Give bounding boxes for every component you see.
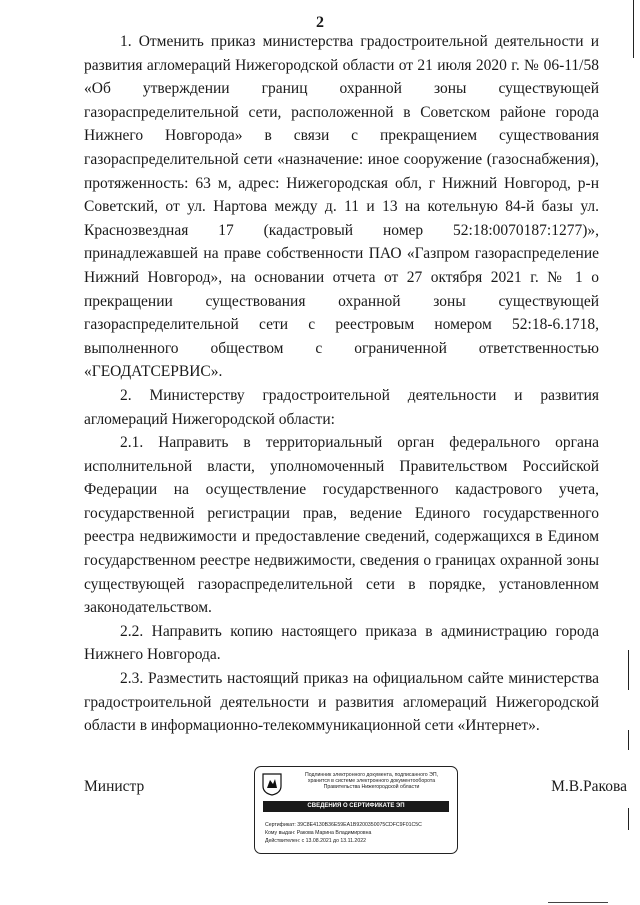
page-number: 2 (316, 14, 324, 31)
document-body (84, 30, 599, 738)
coat-of-arms-icon (262, 773, 282, 796)
scan-edge-mark (628, 730, 629, 750)
scan-edge-mark (633, 0, 634, 58)
paragraph-2: 2. Министерству градостроительной деятельности и развития агломераций Нижегородской области: (84, 386, 599, 428)
stamp-line-2: хранится в системе электронного документооборота (307, 778, 436, 785)
paragraph-2-1: 2.1. Направить в территориальный орган федерального органа исполнительной власти, уполномоченный Правительством Российской Федерации на осуществление государственного кадастрового учета, государственной регистрации прав, ведение Единого государственного реестра недвижимости и предоставление сведений, содержащихся в Едином государственном реестре недвижимости, сведения о границах охранной зоны существующей газораспределительной сети в порядке, установленном законодательством. (84, 434, 599, 617)
stamp-title: СВЕДЕНИЯ О СЕРТИФИКАТЕ ЭП (263, 801, 449, 812)
stamp-line-3: Правительства Нижегородской области (323, 784, 420, 791)
scan-edge-mark (628, 808, 629, 830)
paragraph-2-3: 2.3. Разместить настоящий приказ на официальном сайте министерства градостроительной деятельности и развития агломераций Нижегородской области в информационно-телекоммуникационной сети «Интернет». (84, 670, 599, 735)
paragraph-2-2: 2.2. Направить копию настоящего приказа в администрацию города Нижнего Новгорода. (84, 622, 599, 664)
paragraph-1: 1. Отменить приказ министерства градостроительной деятельности и развития агломераций Нижегородской области от 21 июля 2020 г. № 06-11/58 «Об утверждении границ охранной зоны существующей газораспределительной сети, расположенной в Советском районе города Нижнего Новгорода» в связи с прекращением существования газораспределительной сети «назначение: иное сооружение (газоснабжения), протяженность: 63 м, адрес: Нижегородская обл, г Нижний Новгород, р-н Советский, от ул. Нартова между д. 11 и 13 на котельную 84-й базы ул. Краснозвездная 17 (кадастровый номер 52:18:0070187:1277)», принадлежавшей на праве собственности ПАО «Газпром газораспределение Нижний Новгород», на основании отчета от 27 октября 2021 г. № 1 о прекращении существования охранной зоны существующей газораспределительной сети с реестровым номером 52:18-6.1718, выполненного обществом с ограниченной ответственностью «ГЕОДАТСЕРВИС». (84, 33, 599, 381)
scan-edge-line (548, 902, 608, 903)
stamp-line-1: Подлинник электронного документа, подписанного ЭП, (304, 772, 438, 778)
stamp-issued-to: Кому выдан: Ракова Марина Владимировна (265, 830, 372, 836)
electronic-signature-stamp (254, 766, 458, 854)
scan-edge-mark (628, 650, 629, 690)
signatory-position: Министр (84, 778, 145, 795)
stamp-validity: Действителен: с 13.08.2021 до 13.11.2022 (265, 838, 366, 844)
stamp-header (291, 772, 452, 791)
signatory-name: М.В.Ракова (551, 778, 627, 795)
stamp-certificate: Сертификат: 39C8E4130B36E59EA1B9200350075CDFC9F01C5C (265, 822, 422, 828)
